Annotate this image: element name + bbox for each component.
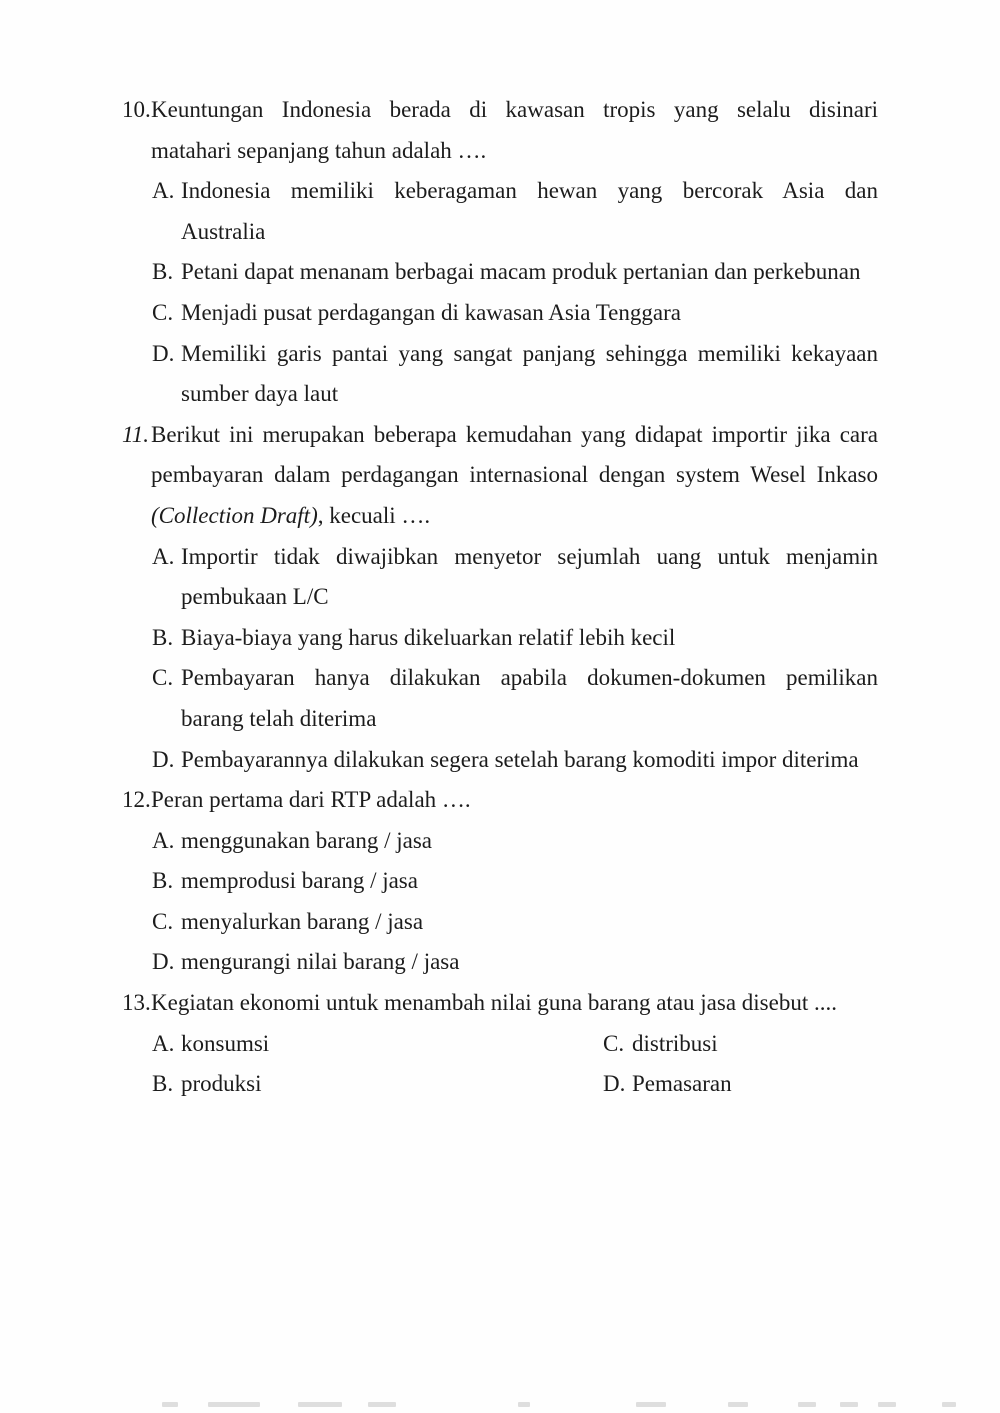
- option-10-a: [152, 171, 878, 252]
- option-text-line: Memiliki garis pantai yang sangat panjang sehingga memiliki kekayaan: [181, 340, 878, 366]
- option-12-b: [152, 861, 878, 902]
- option-text: [181, 942, 878, 983]
- option-text: [181, 618, 878, 659]
- option-text-line: konsumsi: [181, 1030, 270, 1056]
- option-text-line: mengurangi nilai barang / jasa: [181, 949, 460, 975]
- option-marker: B.: [152, 259, 174, 285]
- question-text-line: pembayaran dalam perdagangan internasional dengan system Wesel Inkaso: [151, 462, 878, 488]
- option-marker: C.: [152, 908, 174, 934]
- question-text-line: Peran pertama dari RTP adalah ….: [151, 787, 471, 813]
- option-text: [632, 1064, 878, 1105]
- question-12-head: [122, 780, 878, 821]
- question-10-text: [151, 90, 878, 171]
- option-text-line: Importir tidak diwajibkan menyetor sejumlah uang untuk menjamin: [181, 543, 878, 569]
- option-text-line: Pembayaran hanya dilakukan apabila dokumen-dokumen pemilikan: [181, 665, 878, 691]
- cut-off-text-fragments: [0, 1402, 1000, 1410]
- option-text-line: menggunakan barang / jasa: [181, 827, 432, 853]
- question-13-number: 13.: [122, 990, 151, 1016]
- option-11-a: [152, 537, 878, 618]
- question-text-line: Keuntungan Indonesia berada di kawasan tropis yang selalu disinari: [151, 97, 878, 122]
- option-10-b: [152, 252, 878, 293]
- option-marker: C.: [152, 665, 174, 691]
- question-text-line: [151, 496, 878, 537]
- option-marker: A.: [152, 543, 175, 569]
- option-text-line: Petani dapat menanam berbagai macam produk pertanian dan perkebunan: [181, 259, 861, 285]
- option-text-line: Australia: [181, 218, 266, 244]
- option-10-d: [152, 334, 878, 415]
- option-text-line: pembukaan L/C: [181, 584, 329, 610]
- question-11-text: [151, 415, 878, 537]
- question-12-text: [151, 780, 878, 821]
- option-text-line: barang telah diterima: [181, 705, 377, 731]
- option-12-d: [152, 942, 878, 983]
- question-11: [122, 415, 878, 780]
- question-12-number: 12.: [122, 787, 151, 813]
- question-12: [122, 780, 878, 983]
- option-11-b: [152, 618, 878, 659]
- italic-phrase: (Collection Draft): [151, 502, 318, 528]
- question-10-options: [152, 171, 878, 415]
- option-text: [181, 658, 878, 739]
- question-text-line: Kegiatan ekonomi untuk menambah nilai guna barang atau jasa disebut ....: [151, 990, 837, 1016]
- option-13-b: [152, 1064, 603, 1105]
- option-text-line: Indonesia memiliki keberagaman hewan yang bercorak Asia dan: [181, 178, 878, 204]
- option-text: [181, 902, 878, 943]
- option-text-line: Pemasaran: [632, 1071, 732, 1097]
- option-text-line: Menjadi pusat perdagangan di kawasan Asia Tenggara: [181, 299, 681, 325]
- option-marker: B.: [152, 868, 174, 894]
- option-text: [181, 252, 878, 293]
- option-text: [632, 1024, 878, 1065]
- option-12-a: [152, 821, 878, 862]
- option-marker: D.: [603, 1071, 626, 1097]
- option-marker: C.: [603, 1030, 625, 1056]
- option-10-c: [152, 293, 878, 334]
- option-12-c: [152, 902, 878, 943]
- option-marker: C.: [152, 299, 174, 325]
- option-11-c: [152, 658, 878, 739]
- option-13-d: [603, 1064, 878, 1105]
- option-text-line: memprodusi barang / jasa: [181, 868, 418, 894]
- question-13-head: [122, 983, 878, 1024]
- question-text-line: Berikut ini merupakan beberapa kemudahan yang didapat importir jika cara: [151, 421, 878, 447]
- question-11-head: [122, 415, 878, 537]
- option-marker: B.: [152, 624, 174, 650]
- option-text: [181, 861, 878, 902]
- option-11-d: [152, 740, 878, 781]
- option-13-a: [152, 1024, 603, 1065]
- question-13-options: [152, 1024, 878, 1105]
- option-text: [181, 334, 878, 415]
- option-text-line: sumber daya laut: [181, 381, 339, 407]
- option-text: [181, 740, 878, 781]
- option-text-line: Pembayarannya dilakukan segera setelah barang komoditi impor diterima: [181, 746, 859, 772]
- option-text: [181, 1024, 603, 1065]
- question-10: [122, 90, 878, 415]
- option-text-line: distribusi: [632, 1030, 718, 1056]
- option-marker: D.: [152, 340, 175, 366]
- option-text: [181, 171, 878, 252]
- option-marker: D.: [152, 746, 175, 772]
- question-11-options: [152, 537, 878, 781]
- option-marker: D.: [152, 949, 175, 975]
- option-text: [181, 537, 878, 618]
- option-text-line: menyalurkan barang / jasa: [181, 908, 424, 934]
- question-10-number: 10.: [122, 97, 151, 122]
- option-text: [181, 821, 878, 862]
- option-text: [181, 293, 878, 334]
- option-13-c: [603, 1024, 878, 1065]
- question-12-options: [152, 821, 878, 983]
- question-13: [122, 983, 878, 1105]
- option-marker: A.: [152, 1030, 175, 1056]
- question-10-head: [122, 90, 878, 171]
- question-13-text: [151, 983, 878, 1024]
- question-11-number: 11.: [122, 421, 150, 447]
- option-marker: A.: [152, 827, 175, 853]
- option-text-line: produksi: [181, 1071, 262, 1097]
- regular-phrase: , kecuali ….: [317, 502, 431, 528]
- option-marker: B.: [152, 1071, 174, 1097]
- option-text: [181, 1064, 603, 1105]
- question-text-line: matahari sepanjang tahun adalah ….: [151, 137, 487, 163]
- option-text-line: Biaya-biaya yang harus dikeluarkan relatif lebih kecil: [181, 624, 676, 650]
- option-marker: A.: [152, 178, 175, 204]
